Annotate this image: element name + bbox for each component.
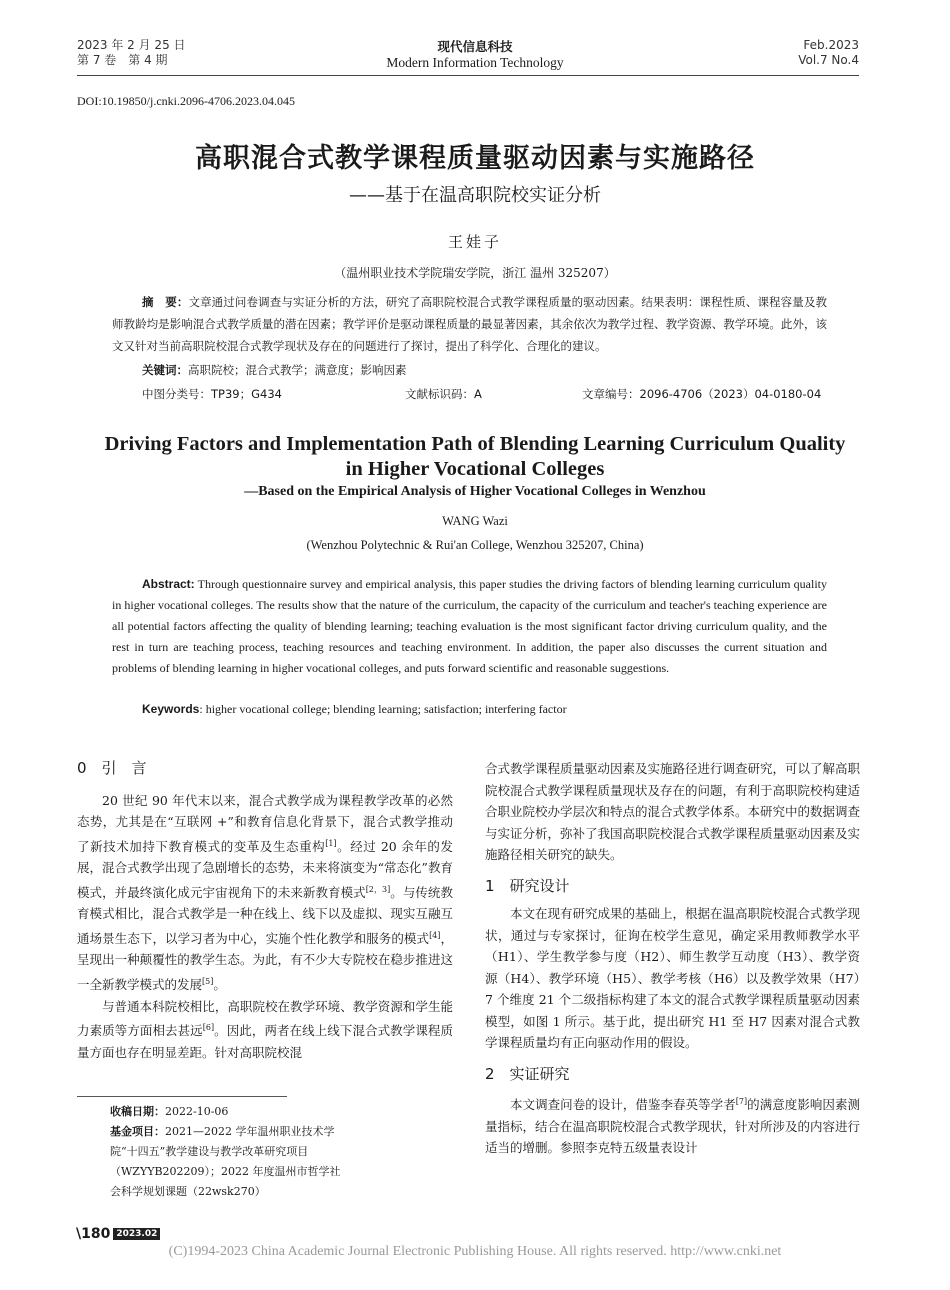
article-value: 2096-4706（2023）04-0180-04 xyxy=(639,387,822,401)
text-run: 本文调查问卷的设计，借鉴李春英等学者 xyxy=(510,1097,736,1113)
page-number: 180 xyxy=(81,1226,111,1242)
keywords-cn-label: 关键词： xyxy=(142,363,188,377)
subtitle-en: —Based on the Empirical Analysis of Higher Vocational Colleges in Wenzhou xyxy=(244,484,706,499)
header-rule xyxy=(77,75,859,76)
keywords-en-label: Keywords xyxy=(142,702,200,716)
text-run: 20 世纪 90 年代末以来，混合式教学成为课程教学改革的必然态势，尤其是在“互联网 +”和教育信息化背景下，混合式教学推动了新技术加持下教育模式的变革及生态重构 xyxy=(77,792,453,854)
journal-name-cn: 现代信息科技 xyxy=(437,39,513,54)
header-date-en: Feb.2023 xyxy=(803,38,859,52)
page-date: 2023.02 xyxy=(113,1228,160,1240)
text-run: ，呈现出一种颠覆性的教学生态。为此，有不少大专院校在稳步推进这一全新教学模式的发展 xyxy=(77,930,453,993)
section-2-paragraph-1 xyxy=(485,1091,860,1159)
doi: DOI:10.19850/j.cnki.2096-4706.2023.04.045 xyxy=(77,94,295,108)
subtitle-cn: ——基于在温高职院校实证分析 xyxy=(349,185,601,206)
title-en-line2: in Higher Vocational Colleges xyxy=(345,458,605,480)
section-1-paragraph-1: 本文在现有研究成果的基础上，根据在温高职院校混合式教学现状，通过与专家探讨，征询在校学生意见，确定采用教师教学水平（H1）、学生教学参与度（H2）、师生教学互动度（H3）、教学资源（H4）、教学环境（H5）、教学考核（H6）以及教学效果（H7）7 个维度 21 个二级指标构建了本文的混合式教学课程质量驱动因素模型，如图 1 所示。基于此，提出研究 H1 至 H7 因素对混合式教学课程质量均有正向驱动作用的假设。 xyxy=(485,906,861,1050)
affiliation-en: (Wenzhou Polytechnic & Rui'an College, Wenzhou 325207, China) xyxy=(306,538,644,552)
fund-label: 基金项目： xyxy=(110,1125,165,1138)
keywords-en-text: : higher vocational college; blending learning; satisfaction; interfering factor xyxy=(199,702,567,716)
keywords-cn xyxy=(142,362,407,378)
left-column xyxy=(77,758,453,1063)
right-column xyxy=(485,758,860,1159)
affiliation-cn: （温州职业技术学院瑞安学院，浙江 温州 325207） xyxy=(334,266,616,280)
citation-4: [4] xyxy=(429,930,441,940)
doc-label: 文献标识码： xyxy=(405,387,474,401)
citation-5: [5] xyxy=(202,976,214,986)
section-2-heading: 2 实证研究 xyxy=(485,1064,570,1083)
title-en-line1: Driving Factors and Implementation Path of Blending Learning Curriculum Quality xyxy=(104,433,846,455)
author-en: WANG Wazi xyxy=(442,514,508,528)
received-date xyxy=(110,1102,350,1122)
article-number xyxy=(582,386,821,402)
abstract-cn xyxy=(112,291,827,357)
header-right xyxy=(798,38,859,68)
clc-label: 中图分类号： xyxy=(142,387,211,401)
text-run: 。 xyxy=(213,977,226,993)
clc-value: TP39；G434 xyxy=(211,387,282,401)
doc-value: A xyxy=(474,387,482,401)
doc-code xyxy=(405,386,482,402)
text-run: 。与传统教育模式相比，混合式教学是一种在线上、线下以及虚拟、现实互融互通场景生态下，以学习者为中心，实施个性化教学和服务的模式 xyxy=(77,884,453,946)
citation-7: [7] xyxy=(735,1097,748,1106)
section-0-heading: 0 引 言 xyxy=(77,759,147,777)
section-0-paragraph-3: 合式教学课程质量驱动因素及实施路径进行调查研究，可以了解高职院校混合式教学课程质量现状及存在的问题，有利于高职院校构建适合职业院校办学层次和特点的混合式教学体系。本研究中的数据调查与实证分析，弥补了我国高职院校混合式教学课程质量驱动因素及实施路径相关研究的缺失。 xyxy=(485,761,861,862)
section-0-paragraph-1 xyxy=(77,790,453,996)
abstract-cn-text: 文章通过问卷调查与实证分析的方法，研究了高职院校混合式教学课程质量的驱动因素。结果表明：课程性质、课程容量及教师教龄均是影响混合式教学质量的潜在因素；教学评价是驱动课程质量的最显著因素，其余依次为教学过程、教学资源、教学环境。此外，该文又针对当前高职院校混合式教学现状及存在的问题进行了探讨，提出了科学化、合理化的建议。 xyxy=(112,295,827,353)
article-label: 文章编号： xyxy=(582,387,640,401)
title-cn: 高职混合式教学课程质量驱动因素与实施路径 xyxy=(195,143,755,174)
citation-6: [6] xyxy=(202,1023,215,1033)
header-volume-en: Vol.7 No.4 xyxy=(798,53,859,67)
keywords-en xyxy=(142,702,567,717)
title-en xyxy=(0,432,950,482)
footnote-rule xyxy=(77,1096,287,1097)
text-run: 与普通本科院校相比，高职院校在教学环境、教学资源和学生能力素质等方面相去甚远 xyxy=(77,998,453,1039)
clc-number xyxy=(142,386,282,402)
copyright-watermark: (C)1994-2023 China Academic Journal Electronic Publishing House. All rights reserved. http://www.cnki.net xyxy=(168,1244,782,1259)
fund-info xyxy=(110,1122,350,1202)
text-run: 。因此，两者在线上线下混合式教学课程质量方面也存在明显差距。针对高职院校混 xyxy=(77,1023,453,1060)
journal-name-en: Modern Information Technology xyxy=(386,55,564,70)
text-run: 。经过 20 余年的发展，混合式教学出现了急剧增长的态势，未来将演变为“常态化”教育模式，并最终演化成元宇宙视角下的未来新教育模式 xyxy=(77,838,453,900)
author-cn: 王娃子 xyxy=(447,233,502,251)
citation-2-3: [2，3] xyxy=(365,884,391,894)
footnote xyxy=(110,1102,350,1202)
abstract-en-label: Abstract: xyxy=(142,577,195,591)
text-run: 的满意度影响因素测量指标，结合在温高职院校混合式教学现状，针对所涉及的内容进行适当的增删。参照李克特五级量表设计 xyxy=(485,1097,861,1156)
section-1-heading: 1 研究设计 xyxy=(485,876,570,895)
abstract-en xyxy=(112,574,827,679)
page-number-badge xyxy=(76,1226,160,1242)
keywords-cn-text: 高职院校；混合式教学；满意度；影响因素 xyxy=(188,363,407,377)
header-date: 2023 年 2 月 25 日 xyxy=(77,38,186,52)
received-label: 收稿日期： xyxy=(110,1105,165,1118)
fund-value: 2021—2022 学年温州职业技术学院“十四五”教学建设与教学改革研究项目（WZYYB202209）；2022 年度温州市哲学社会科学规划课题（22wsk270） xyxy=(110,1125,341,1198)
slash-icon: \ xyxy=(76,1226,82,1242)
abstract-en-text: Through questionnaire survey and empirical analysis, this paper studies the driving factors of blending learning curriculum quality in higher vocational colleges. The results show that the nature of the curriculum, the capacity of the curriculum and teacher's teaching experience are all potential factors affecting the quality of blending learning; teaching evaluation is the most significant factor driving curriculum quality, and the rest in turn are teaching process, teaching resources and teaching environment. In addition, the paper also discusses the current situation and problems of blending learning in higher vocational colleges, and puts forward scientific and reasonable suggestions. xyxy=(112,577,827,675)
section-0-paragraph-2 xyxy=(77,996,453,1064)
header-volume: 第 7 卷 第 4 期 xyxy=(77,53,168,67)
received-value: 2022-10-06 xyxy=(165,1105,229,1118)
citation-1: [1] xyxy=(325,838,337,848)
abstract-cn-label: 摘 要： xyxy=(142,295,189,309)
